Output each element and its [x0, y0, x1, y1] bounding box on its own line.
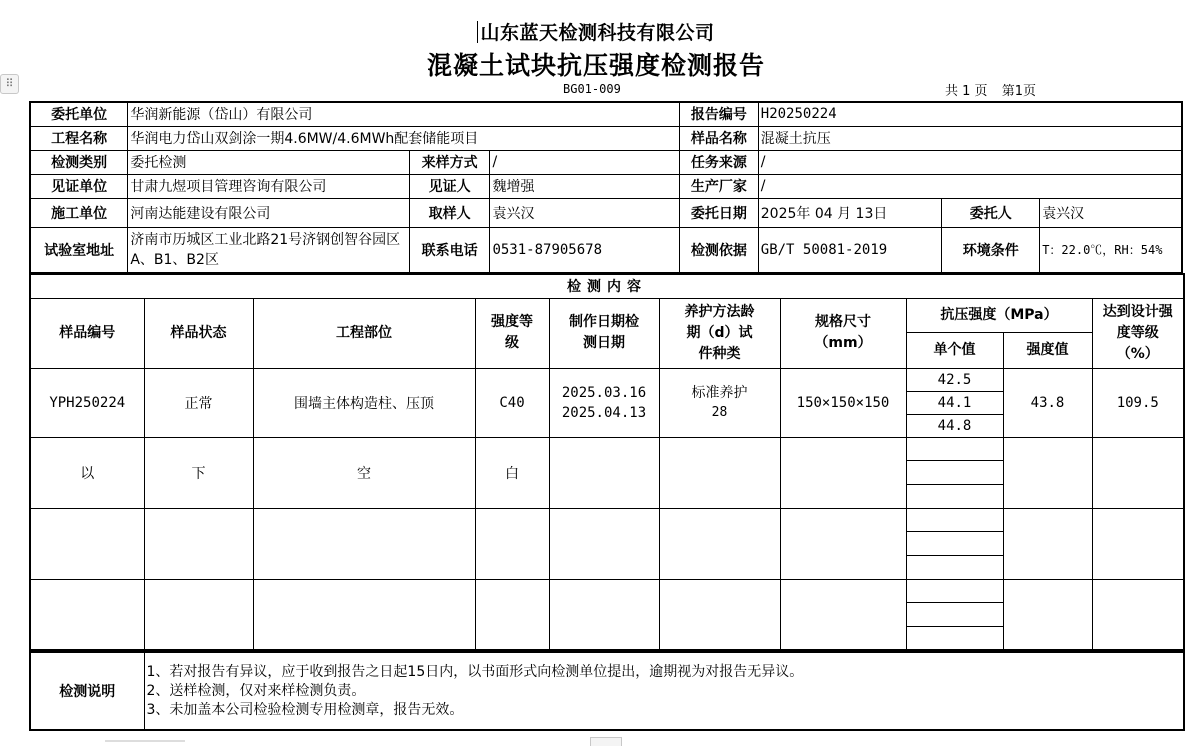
env-value: T：22.0℃，RH：54%	[1040, 227, 1182, 273]
test-date: 2025.04.13	[561, 404, 647, 421]
text-cursor	[477, 21, 478, 43]
empty-cell	[253, 508, 475, 579]
design-ratio-cell: 109.5	[1092, 368, 1184, 437]
sampling-mode-value: /	[490, 150, 680, 174]
empty-cell	[549, 508, 659, 579]
strength-value-header: 强度值	[1003, 332, 1092, 368]
empty-cell	[1092, 579, 1184, 650]
empty-cell	[906, 531, 1003, 555]
test-type-value: 委托检测	[128, 150, 409, 174]
witness-value: 魏增强	[490, 174, 680, 198]
phone-label: 联系电话	[409, 227, 490, 273]
lab-address-value: 济南市历城区工业北路21号济钢创智谷园区A、B1、B2区	[128, 227, 409, 273]
basis-value: GB/T 50081-2019	[758, 227, 942, 273]
grade-cell: C40	[475, 368, 549, 437]
report-no-label: 报告编号	[680, 102, 759, 126]
form-code: BG01-009	[563, 82, 621, 96]
empty-cell	[659, 508, 780, 579]
sample-name-value: 混凝土抗压	[758, 126, 1182, 150]
client-value: 华润新能源（岱山）有限公司	[128, 102, 680, 126]
sampler-value: 袁兴汉	[490, 198, 680, 227]
size-header: 规格尺寸（mm）	[780, 298, 906, 368]
single-value-3: 44.8	[906, 414, 1003, 437]
construction-label: 施工单位	[30, 198, 128, 227]
env-label: 环境条件	[942, 227, 1040, 273]
strength-header: 抗压强度（MPa）	[906, 298, 1092, 332]
empty-cell	[1092, 437, 1184, 508]
total-pages: 共 1 页	[945, 84, 988, 99]
part-header: 工程部位	[253, 298, 475, 368]
empty-cell	[1003, 508, 1092, 579]
project-label: 工程名称	[30, 126, 128, 150]
sample-name-label: 样品名称	[680, 126, 759, 150]
sample-no-header: 样品编号	[30, 298, 144, 368]
sample-no-cell: YPH250224	[30, 368, 144, 437]
empty-cell	[906, 602, 1003, 626]
drag-handle-icon[interactable]: ⠿	[0, 74, 19, 94]
scroll-hint	[105, 740, 185, 742]
phone-value: 0531-87905678	[490, 227, 680, 273]
detection-section-title: 检测内容	[30, 274, 1184, 298]
strength-value-cell: 43.8	[1003, 368, 1092, 437]
notes-table	[29, 651, 1185, 731]
single-value-header: 单个值	[906, 332, 1003, 368]
empty-cell	[906, 508, 1003, 531]
sampling-mode-label: 来样方式	[409, 150, 490, 174]
size-cell: 150×150×150	[780, 368, 906, 437]
manufacturer-value: /	[758, 174, 1182, 198]
grade-header: 强度等级	[475, 298, 549, 368]
notes-label: 检测说明	[30, 652, 144, 730]
task-source-value: /	[758, 150, 1182, 174]
note-item-3: 3、未加盖本公司检验检测专用检测章，报告无效。	[146, 701, 464, 718]
test-type-label: 检测类别	[30, 150, 128, 174]
empty-cell	[780, 579, 906, 650]
witness-unit-label: 见证单位	[30, 174, 128, 198]
notes-content	[144, 652, 1184, 730]
empty-cell	[906, 579, 1003, 602]
empty-cell	[549, 579, 659, 650]
empty-cell	[144, 579, 253, 650]
empty-cell	[780, 437, 906, 508]
dates-cell	[549, 368, 659, 437]
empty-cell	[30, 508, 144, 579]
empty-cell	[475, 508, 549, 579]
entrust-date-value: 2025年 04 月 13日	[758, 198, 942, 227]
company-name	[0, 18, 1192, 45]
basis-label: 检测依据	[680, 227, 759, 273]
empty-cell	[780, 508, 906, 579]
page-info	[945, 80, 1046, 99]
single-value-1: 42.5	[906, 368, 1003, 391]
project-value: 华润电力岱山双剑涂一期4.6MW/4.6MWh配套储能项目	[128, 126, 680, 150]
empty-cell	[659, 579, 780, 650]
empty-cell	[906, 555, 1003, 579]
empty-cell	[253, 579, 475, 650]
task-source-label: 任务来源	[680, 150, 759, 174]
consignor-value: 袁兴汉	[1040, 198, 1182, 227]
empty-cell	[906, 460, 1003, 484]
witness-unit-value: 甘肃九煜项目管理咨询有限公司	[128, 174, 409, 198]
current-page: 第1页	[1001, 84, 1036, 99]
entrust-date-label: 委托日期	[680, 198, 759, 227]
manufacturer-label: 生产厂家	[680, 174, 759, 198]
empty-cell	[906, 626, 1003, 650]
single-value-2: 44.1	[906, 391, 1003, 414]
empty-cell	[549, 437, 659, 508]
detection-table	[29, 273, 1185, 651]
empty-cell	[1003, 579, 1092, 650]
info-table	[29, 101, 1183, 274]
client-label: 委托单位	[30, 102, 128, 126]
witness-label: 见证人	[409, 174, 490, 198]
empty-cell	[906, 484, 1003, 508]
blank-marker-1: 以	[30, 437, 144, 508]
empty-cell	[1092, 508, 1184, 579]
blank-marker-4: 白	[475, 437, 549, 508]
note-item-1: 1、若对报告有异议，应于收到报告之日起15日内，以书面形式向检测单位提出，逾期视为对报告无异议。	[146, 663, 804, 680]
empty-cell	[659, 437, 780, 508]
construction-value: 河南达能建设有限公司	[128, 198, 409, 227]
blank-marker-3: 空	[253, 437, 475, 508]
company-name-text: 山东蓝天检测科技有限公司	[480, 22, 715, 44]
state-header: 样品状态	[144, 298, 253, 368]
dates-header: 制作日期检测日期	[549, 298, 659, 368]
state-cell: 正常	[144, 368, 253, 437]
consignor-label: 委托人	[942, 198, 1040, 227]
report-title: 混凝土试块抗压强度检测报告	[426, 51, 765, 80]
blank-marker-2: 下	[144, 437, 253, 508]
lab-address-label: 试验室地址	[30, 227, 128, 273]
curing-header: 养护方法龄期（d）试件种类	[659, 298, 780, 368]
curing-age: 28	[711, 404, 728, 420]
empty-cell	[30, 579, 144, 650]
report-no-value: H20250224	[758, 102, 1182, 126]
empty-cell	[1003, 437, 1092, 508]
empty-cell	[906, 437, 1003, 460]
note-item-2: 2、送样检测，仅对来样检测负责。	[146, 682, 366, 699]
design-ratio-header: 达到设计强度等级（%）	[1092, 298, 1184, 368]
part-cell: 围墙主体构造柱、压顶	[253, 368, 475, 437]
curing-method: 标准养护	[691, 384, 748, 401]
curing-cell	[659, 368, 780, 437]
empty-cell	[475, 579, 549, 650]
make-date: 2025.03.16	[561, 384, 647, 401]
empty-cell	[144, 508, 253, 579]
sampler-label: 取样人	[409, 198, 490, 227]
